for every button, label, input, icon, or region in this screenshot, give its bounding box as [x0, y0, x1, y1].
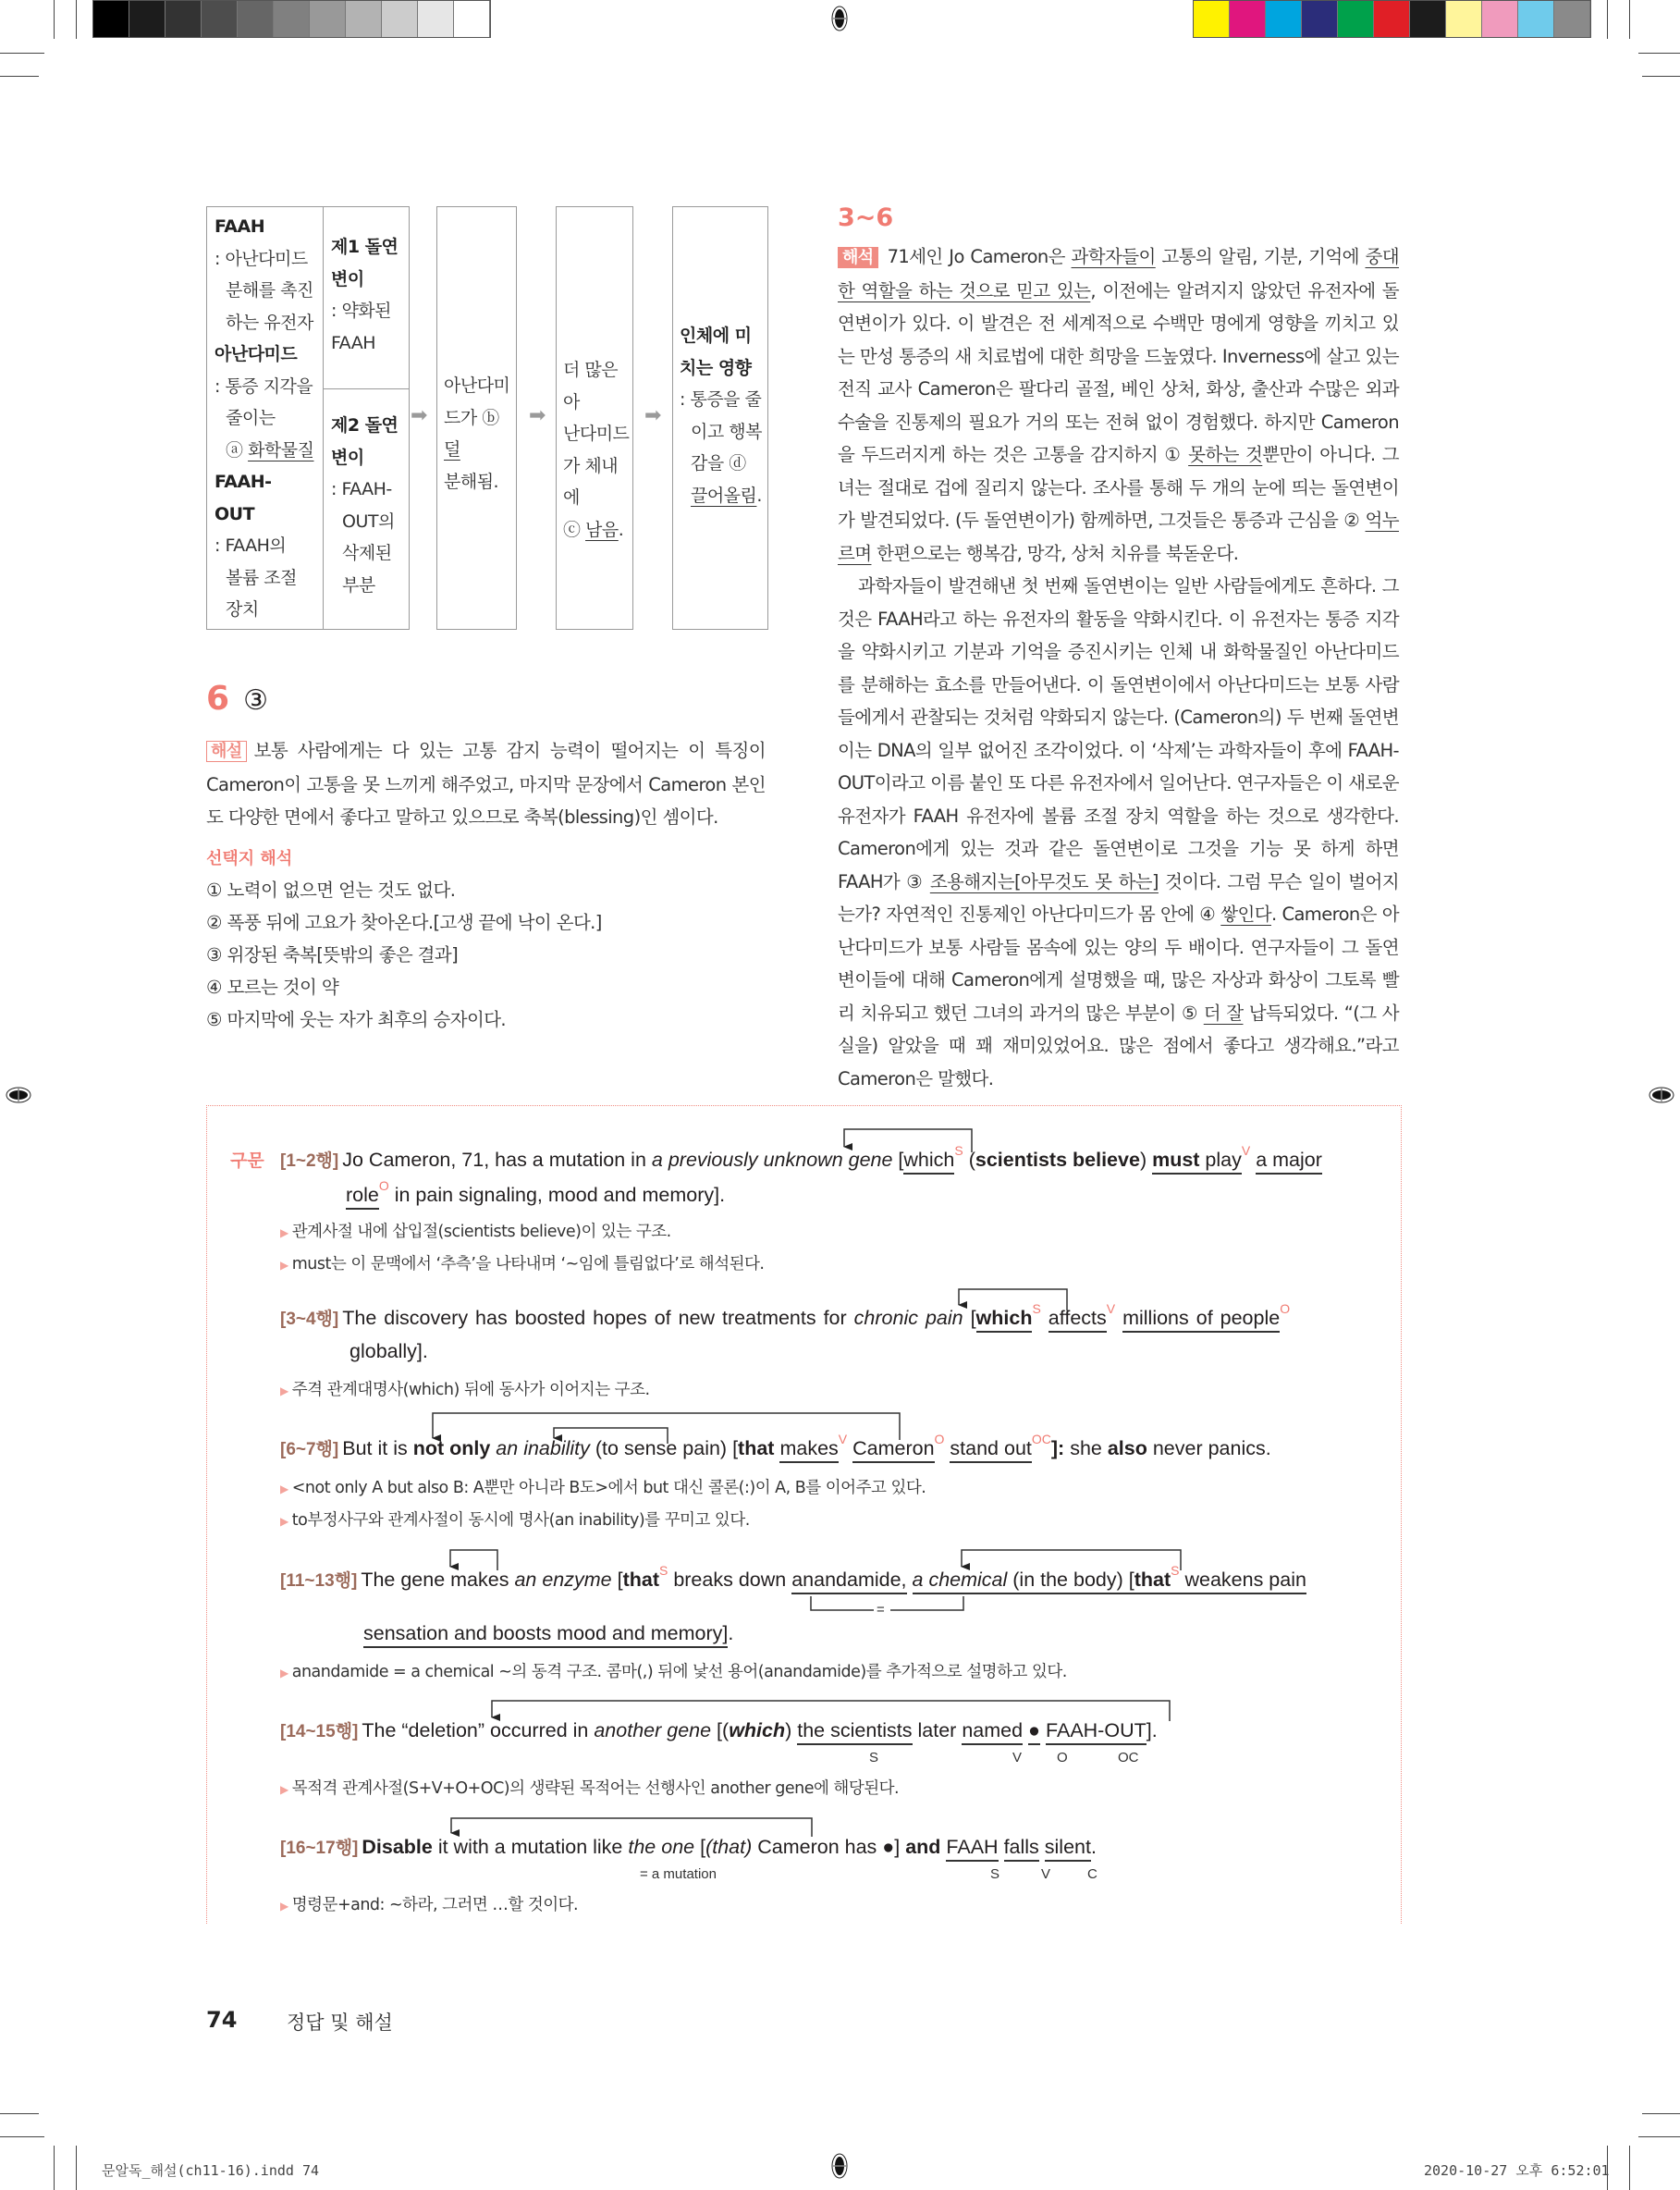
term-faah-out-cont: OUT [215, 503, 255, 524]
role-label: C [1087, 1866, 1098, 1882]
effect-title: 인체에 미 [680, 326, 752, 346]
term-anandamide: 아난다미드 [215, 344, 298, 364]
crop-mark [76, 2146, 77, 2190]
step-text: 난다미드 [563, 424, 630, 444]
sentence-text: [( [711, 1719, 730, 1741]
role-label: V [1012, 1750, 1023, 1766]
translation-paragraph-2 [838, 570, 1399, 1095]
equals-a-mutation: = a mutation [640, 1866, 717, 1882]
modal: must [1152, 1149, 1200, 1172]
sentence-text: breaks down [668, 1569, 792, 1592]
definition-text: 줄이는 [226, 408, 276, 428]
color-swatch [1518, 1, 1554, 37]
diagram-box-mutation-2 [323, 388, 410, 630]
grammar-note: ▶ anandamide = a chemical ~의 동격 구조. 콤마(,) 뒤에 낯선 용어(anandamide)를 추가적으로 설명하고 있다. [280, 1663, 1067, 1681]
correlative: not only [412, 1437, 491, 1460]
sentence-text: . [728, 1622, 734, 1644]
mutation-desc: : FAAH- [331, 479, 392, 499]
diagram-box-step-less-breakdown [436, 206, 517, 630]
underlined-phrase: 조용해지는[아무것도 못 하는] [929, 870, 1159, 892]
color-swatch [166, 1, 202, 37]
gap-marker-icon: ● [1028, 1719, 1040, 1745]
role-label: S [1032, 1301, 1041, 1316]
sentence-text: . [1090, 1836, 1097, 1858]
grammar-sentence-6 [280, 1834, 1097, 1859]
sentence-text: But it is [342, 1437, 413, 1460]
footer-title: 정답 및 해설 [287, 2012, 393, 2034]
color-swatch [310, 1, 346, 37]
grammar-note: ▶ 명령문+and: ~하라, 그러면 …할 것이다. [280, 1896, 579, 1914]
color-swatch [1230, 1, 1266, 37]
mutation-desc: : 약화된 [331, 301, 392, 321]
translation-text: . Cameron은 아난다미드가 보통 사람들 몸속에 있는 양의 두 배이다. 연구자들이 그 돌연변이들에 대해 Cameron에게 설명했을 때, 많은 자상과 화상이 그토록 빨리 치유되고 했던 그녀의 과거의 많은 부분이 ⑤ [838, 904, 1399, 1024]
relative-pronoun: that [622, 1569, 659, 1592]
diagram-box-mutation-1 [323, 206, 410, 389]
role-label: S [659, 1563, 668, 1578]
equals-sign: = [877, 1602, 885, 1618]
sentence-text: [ [694, 1836, 706, 1858]
antecedent: an inability [490, 1437, 590, 1460]
grammar-sentence-1-cont [346, 1178, 726, 1207]
subject: which [903, 1149, 954, 1175]
object-complement: FAAH-OUT [1046, 1719, 1147, 1745]
antecedent: chronic pain [853, 1307, 963, 1330]
question-answer: ③ [243, 684, 269, 717]
translation-text: 과학자들이 발견해낸 첫 번째 돌연변이는 일반 사람들에게도 흔하다. 그것은 FAAH라고 하는 유전자의 활동을 약화시킨다. 이 유전자는 통증 지각을 약화시키고 기분과 기억을 증진시키는 인체 내 화학물질인 아난다미드를 분해하는 효소를 만들어낸다. 이 돌연변이에서 아난다미드는 보통 사람들에게서 관찰되는 것처럼 약화되지 않는다. (Cameron의) 두 번째 돌연변이는 DNA의 일부 없어진 조각이었다. 이 ‘삭제’는 과학자들이 후에 FAAH-OUT이라고 이름 붙인 또 다른 유전자에서 일어난다. 연구자들은 이 새로운 유전자가 FAAH 유전자에 볼륨 조절 장치 역할을 하는 것으로 생각한다. Cameron에게 있는 것과 같은 돌연변이로 그것을 기능 못 하게 하면 FAAH가 ③ [838, 575, 1399, 892]
translation-text: 것이다. 그럼 무슨 일이 벌어지는가? 자연적인 진통제인 아난다미드가 몸 안에 ④ [838, 870, 1400, 925]
step-text: 드가 ⓑ [444, 407, 499, 428]
question-6-heading [206, 680, 268, 718]
sentence-text: (in the body) [ [1007, 1569, 1134, 1592]
registration-mark-icon [827, 2153, 852, 2179]
translation-paragraph-1 [838, 240, 1399, 570]
color-swatch [238, 1, 274, 37]
right-arrow-icon: ➡ [644, 404, 662, 427]
object: role [346, 1184, 379, 1210]
role-label: O [1280, 1301, 1291, 1316]
note-text: <not only A but also B: A뿐만 아니라 B도>에서 but 대신 콜론(:)이 A, B를 이어주고 있다. [291, 1479, 926, 1497]
inserted-clause: scientists believe [975, 1149, 1140, 1172]
role-label: V [1106, 1301, 1116, 1316]
underlined-word: 덜 [444, 439, 460, 460]
definition-text: : 통증 지각을 [215, 375, 313, 397]
color-swatch [1194, 1, 1230, 37]
verb: named [962, 1719, 1023, 1745]
crop-mark [0, 2136, 44, 2137]
role-label: S [954, 1143, 963, 1158]
sentence-text: [ [892, 1149, 904, 1172]
right-arrow-icon: ➡ [529, 404, 546, 427]
effect-text: 감을 ⓓ [691, 453, 746, 474]
color-swatch [454, 1, 490, 37]
translation-text: 71세인 Jo Cameron은 [887, 246, 1072, 267]
choice-item: ③ 위장된 축복[뜻밖의 좋은 결과] [206, 944, 459, 966]
crop-mark [54, 0, 55, 39]
object: a major [1256, 1149, 1322, 1175]
verb: play [1199, 1149, 1242, 1172]
color-swatch [418, 1, 454, 37]
effect-title: 치는 영향 [680, 357, 752, 378]
grammar-note: ▶ 목적격 관계사절(S+V+O+OC)의 생략된 목적어는 선행사인 another gene에 해당된다. [280, 1779, 900, 1798]
verb: makes [779, 1437, 838, 1463]
mutation-title: 제1 돌연 [331, 237, 399, 257]
diagram-box-step-more-remains [556, 206, 633, 630]
crop-mark [0, 53, 44, 54]
term-faah: FAAH [215, 216, 265, 237]
color-swatch [1482, 1, 1518, 37]
underlined-word: 화학물질 [248, 439, 314, 461]
omitted-relative: which [729, 1719, 786, 1741]
underlined-phrase: 못하는 것 [1188, 444, 1263, 465]
color-swatch [129, 1, 166, 37]
question-number: 6 [206, 680, 230, 718]
appositive: anandamide, [791, 1569, 906, 1594]
crop-mark [1638, 53, 1680, 54]
registration-mark-icon [827, 6, 852, 31]
blank-marker-c: ⓒ [563, 519, 586, 540]
appositive: a chemical [912, 1569, 1008, 1592]
grammar-note: ▶ 주격 관계대명사(which) 뒤에 동사가 이어지는 구조. [280, 1381, 650, 1399]
sentence-text: she [1064, 1437, 1108, 1460]
role-label: O [378, 1178, 389, 1193]
line-reference: [3~4행] [280, 1310, 339, 1330]
sentence-text: [ [611, 1569, 623, 1592]
effect-text: . [756, 485, 762, 506]
sentence-text: Jo Cameron, 71, has a mutation in [342, 1149, 652, 1172]
step-text: 아난다미 [444, 375, 510, 396]
role-label: V [1041, 1866, 1051, 1882]
complement: silent [1045, 1836, 1091, 1862]
mutation-title: 제2 돌연 [331, 415, 399, 436]
grammar-sentence-3 [280, 1432, 1271, 1460]
note-text: 주격 관계대명사(which) 뒤에 동사가 이어지는 구조. [291, 1381, 650, 1399]
crop-mark [1607, 0, 1608, 39]
omitted-relative: (that) [705, 1836, 753, 1858]
sentence-text: ) [785, 1719, 798, 1741]
sentence-text: Cameron has ●] [752, 1836, 906, 1858]
antecedent: an enzyme [514, 1569, 612, 1592]
slug-filename: 문알독_해설(ch11-16).indd 74 [102, 2162, 320, 2179]
crop-mark [1642, 76, 1680, 77]
role-label: OC [1031, 1432, 1051, 1446]
role-label: S [990, 1866, 1000, 1882]
line-reference: [6~7행] [280, 1440, 339, 1460]
note-text: to부정사구와 관계사절이 동시에 명사(an inability)를 꾸미고 있다. [291, 1511, 750, 1530]
choice-item: ④ 모르는 것이 약 [206, 977, 339, 998]
slug-timestamp: 2020-10-27 오후 6:52:01 [1424, 2162, 1610, 2179]
definition-text: 장치 [226, 599, 259, 620]
note-text: 관계사절 내에 삽입절(scientists believe)이 있는 구조. [291, 1223, 671, 1241]
line-reference: [1~2행] [280, 1151, 339, 1172]
definition-text: 분해를 촉진 [226, 280, 313, 301]
imperative-verb: Disable [362, 1836, 433, 1858]
grammar-note: ▶ must는 이 문맥에서 ‘추측’을 나타내며 ‘~임에 틀림없다’로 해석된다. [280, 1255, 765, 1273]
gray-color-bar [92, 0, 491, 38]
grammar-label: 구문 [230, 1150, 264, 1171]
color-swatch [93, 1, 129, 37]
note-text: 명령문+and: ~하라, 그러면 …할 것이다. [291, 1896, 579, 1914]
role-label: V [1241, 1143, 1251, 1158]
translation-text: 한편으로는 행복감, 망각, 상처 치유를 북돋운다. [871, 542, 1239, 564]
mutation-desc: FAAH [331, 332, 375, 353]
role-label: S [869, 1750, 879, 1766]
sentence-text: never panics. [1147, 1437, 1271, 1460]
relative-pronoun: that [738, 1437, 775, 1460]
translation-text: 고통의 알림, 기분, 기억에 [1155, 246, 1366, 267]
color-swatch [1302, 1, 1338, 37]
step-text: . [618, 519, 624, 540]
object: millions of people [1122, 1307, 1280, 1333]
crop-mark [1629, 2146, 1630, 2190]
definition-text: 볼륨 조절 [226, 567, 297, 588]
color-swatch [274, 1, 310, 37]
crop-mark [1638, 2136, 1680, 2137]
subject: the scientists [797, 1719, 912, 1745]
process-color-bar [1193, 0, 1591, 38]
note-text: anandamide = a chemical ~의 동격 구조. 콤마(,) 뒤에 낯선 용어(anandamide)를 추가적으로 설명하고 있다. [291, 1663, 1067, 1681]
sentence-text: The gene makes [361, 1569, 515, 1592]
grammar-sentence-5 [280, 1717, 1158, 1742]
definition-text: : 아난다미드 [215, 248, 308, 269]
sentence-text: ( [963, 1149, 975, 1172]
role-label: S [1171, 1563, 1180, 1578]
underlined-phrase: 쌓인다 [1220, 904, 1271, 925]
color-swatch [1554, 1, 1590, 37]
subject: FAAH [946, 1836, 998, 1862]
choice-item: ⑤ 마지막에 웃는 자가 최후의 승자이다. [206, 1009, 507, 1030]
definition-text: 하는 유전자 [226, 312, 313, 333]
explanation-text: 보통 사람에게는 다 있는 고통 감지 능력이 떨어지는 이 특징이 Cameron이 고통을 못 느끼게 해주었고, 마지막 문장에서 Cameron 본인도 다양한 면에서 좋다고 말하고 있으므로 축복(blessing)인 셈이다. [206, 740, 766, 828]
sentence-text: ]: [1050, 1437, 1065, 1460]
grammar-sentence-4-cont [363, 1622, 733, 1645]
underlined-phrase: 중대한 역할을 하는 것으로 믿고 있는 [838, 246, 1399, 301]
sentence-text: later [912, 1719, 963, 1741]
correlative: also [1107, 1437, 1147, 1460]
underlined-word: 끌어올림 [691, 485, 757, 506]
underlined-phrase: 과학자들이 [1071, 246, 1156, 267]
sentence-text: in pain signaling, mood and memory]. [388, 1184, 726, 1207]
mutation-title: 변이 [331, 268, 364, 289]
section-heading: 3~6 [838, 203, 894, 232]
crop-mark [54, 2146, 55, 2190]
underlined-phrase: 억누르며 [838, 510, 1399, 564]
role-label: V [838, 1432, 848, 1446]
line-reference: [14~15행] [280, 1722, 359, 1741]
grammar-sentence-4 [280, 1563, 1306, 1592]
role-label: O [1057, 1750, 1068, 1766]
translation-text: 납득되었다. “(그 사실을) 알았을 때 꽤 재미있었어요. 많은 점에서 좋다고 생각해요.”라고 Cameron은 말했다. [838, 1002, 1400, 1089]
color-swatch [202, 1, 238, 37]
choices-title: 선택지 해석 [206, 849, 293, 868]
antecedent: a previously unknown gene [651, 1149, 893, 1172]
color-swatch [1266, 1, 1302, 37]
sentence-text: ) [1139, 1149, 1153, 1172]
crop-mark [76, 0, 77, 39]
color-swatch [1446, 1, 1482, 37]
note-text: 목적격 관계사절(S+V+O+OC)의 생략된 목적어는 선행사인 another gene에 해당된다. [291, 1779, 900, 1798]
mutation-desc: 삭제된 [342, 543, 392, 563]
sentence-text: ]. [1146, 1719, 1158, 1741]
choice-item: ① 노력이 없으면 얻는 것도 없다. [206, 880, 456, 901]
mutation-desc: 부분 [342, 574, 375, 596]
definition-text: : FAAH의 [215, 535, 287, 556]
sentence-text: sensation and boosts mood and memory] [363, 1622, 728, 1648]
blank-marker-a: ⓐ [226, 439, 243, 461]
registration-mark-icon [6, 1082, 31, 1108]
subject: which [976, 1307, 1033, 1333]
translation-tag: 해석 [838, 247, 878, 268]
sentence-text: weakens pain [1179, 1569, 1306, 1592]
translation-text: 뿐만이 아니다. 그녀는 절대로 겁에 질리지 않는다. 조사를 통해 두 개의 눈에 띄는 돌연변이가 발견되었다. (두 돌연변이가) 함께하면, 그것들은 통증과 근심을 ② [838, 444, 1399, 531]
line-reference: [11~13행] [280, 1571, 358, 1592]
mutation-desc: OUT의 [342, 511, 395, 532]
sentence-text: (to sense pain) [ [589, 1437, 739, 1460]
explanation-tag: 해설 [206, 741, 247, 762]
underlined-word: 남음 [585, 519, 619, 540]
grammar-note: ▶ <not only A but also B: A뿐만 아니라 B도>에서 but 대신 콜론(:)이 A, B를 이어주고 있다. [280, 1479, 926, 1497]
color-swatch [1410, 1, 1446, 37]
object: Cameron [852, 1437, 934, 1463]
color-swatch [346, 1, 382, 37]
grammar-sentence-2 [280, 1301, 1291, 1330]
diagram-box-effect [672, 206, 768, 630]
antecedent: another gene [594, 1719, 712, 1741]
grammar-note: ▶ to부정사구와 관계사절이 동시에 명사(an inability)를 꾸미고 있다. [280, 1511, 750, 1530]
crop-mark [1642, 2113, 1680, 2114]
object-complement: stand out [950, 1437, 1031, 1463]
translation-body [838, 240, 1399, 1095]
step-text: 가 체내에 [563, 455, 619, 508]
color-swatch [382, 1, 418, 37]
color-swatch [1374, 1, 1410, 37]
note-text: must는 이 문맥에서 ‘추측’을 나타내며 ‘~임에 틀림없다’로 해석된다. [291, 1255, 765, 1273]
sentence-text: The discovery has boosted hopes of new treatments for [342, 1307, 854, 1330]
crop-mark [1629, 0, 1630, 39]
underlined-phrase: 더 잘 [1203, 1002, 1244, 1024]
choices-list [206, 874, 766, 1036]
sentence-text: it with a mutation like [432, 1836, 629, 1858]
effect-text: : 통증을 줄 [680, 389, 762, 410]
sentence-text: The “deletion” occurred in [362, 1719, 595, 1741]
color-swatch [1338, 1, 1374, 37]
role-label: O [934, 1432, 945, 1446]
mutation-title: 변이 [331, 447, 364, 468]
effect-text: 이고 행복 [691, 421, 762, 442]
grammar-sentence-2-cont: globally]. [349, 1340, 428, 1362]
verb: falls [1004, 1836, 1039, 1862]
diagram-box-definitions [206, 206, 324, 630]
step-text: 분해됨. [444, 471, 499, 492]
antecedent: the one [628, 1836, 695, 1858]
grammar-sentence-1 [280, 1143, 1322, 1172]
sentence-text: [ [963, 1307, 976, 1330]
choice-item: ② 폭풍 뒤에 고요가 찾아온다.[고생 끝에 낙이 온다.] [206, 912, 602, 933]
grammar-note: ▶ 관계사절 내에 삽입절(scientists believe)이 있는 구조. [280, 1223, 671, 1241]
term-faah-out: FAAH- [215, 472, 272, 492]
conjunction: and [905, 1836, 941, 1858]
step-text: 더 많은 아 [563, 360, 619, 412]
crop-mark [0, 76, 39, 77]
translation-text: , 이전에는 알려지지 않았던 유전자에 돌연변이가 있다. 이 발견은 전 세계적으로 수백만 명에게 영향을 끼치고 있는 만성 통증의 새 치료법에 대한 희망을 드높였다. Inverness에 살고 있는 전직 교사 Cameron은 팔다리 골절, 베인 상처, 화상, 출산과 수많은 외과 수술을 진통제의 필요가 거의 또는 전혀 없이 경험했다. 하지만 Cameron을 두드러지게 하는 것은 고통을 감지하지 ① [838, 279, 1399, 465]
registration-mark-icon [1649, 1082, 1674, 1108]
question-6-explanation [206, 734, 766, 834]
page-number: 74 [206, 2007, 238, 2033]
right-arrow-icon: ➡ [411, 404, 428, 427]
role-label: OC [1118, 1750, 1139, 1766]
relative-pronoun: that [1134, 1569, 1171, 1592]
crop-mark [0, 2113, 39, 2114]
line-reference: [16~17행] [280, 1839, 359, 1858]
verb: affects [1048, 1307, 1107, 1333]
